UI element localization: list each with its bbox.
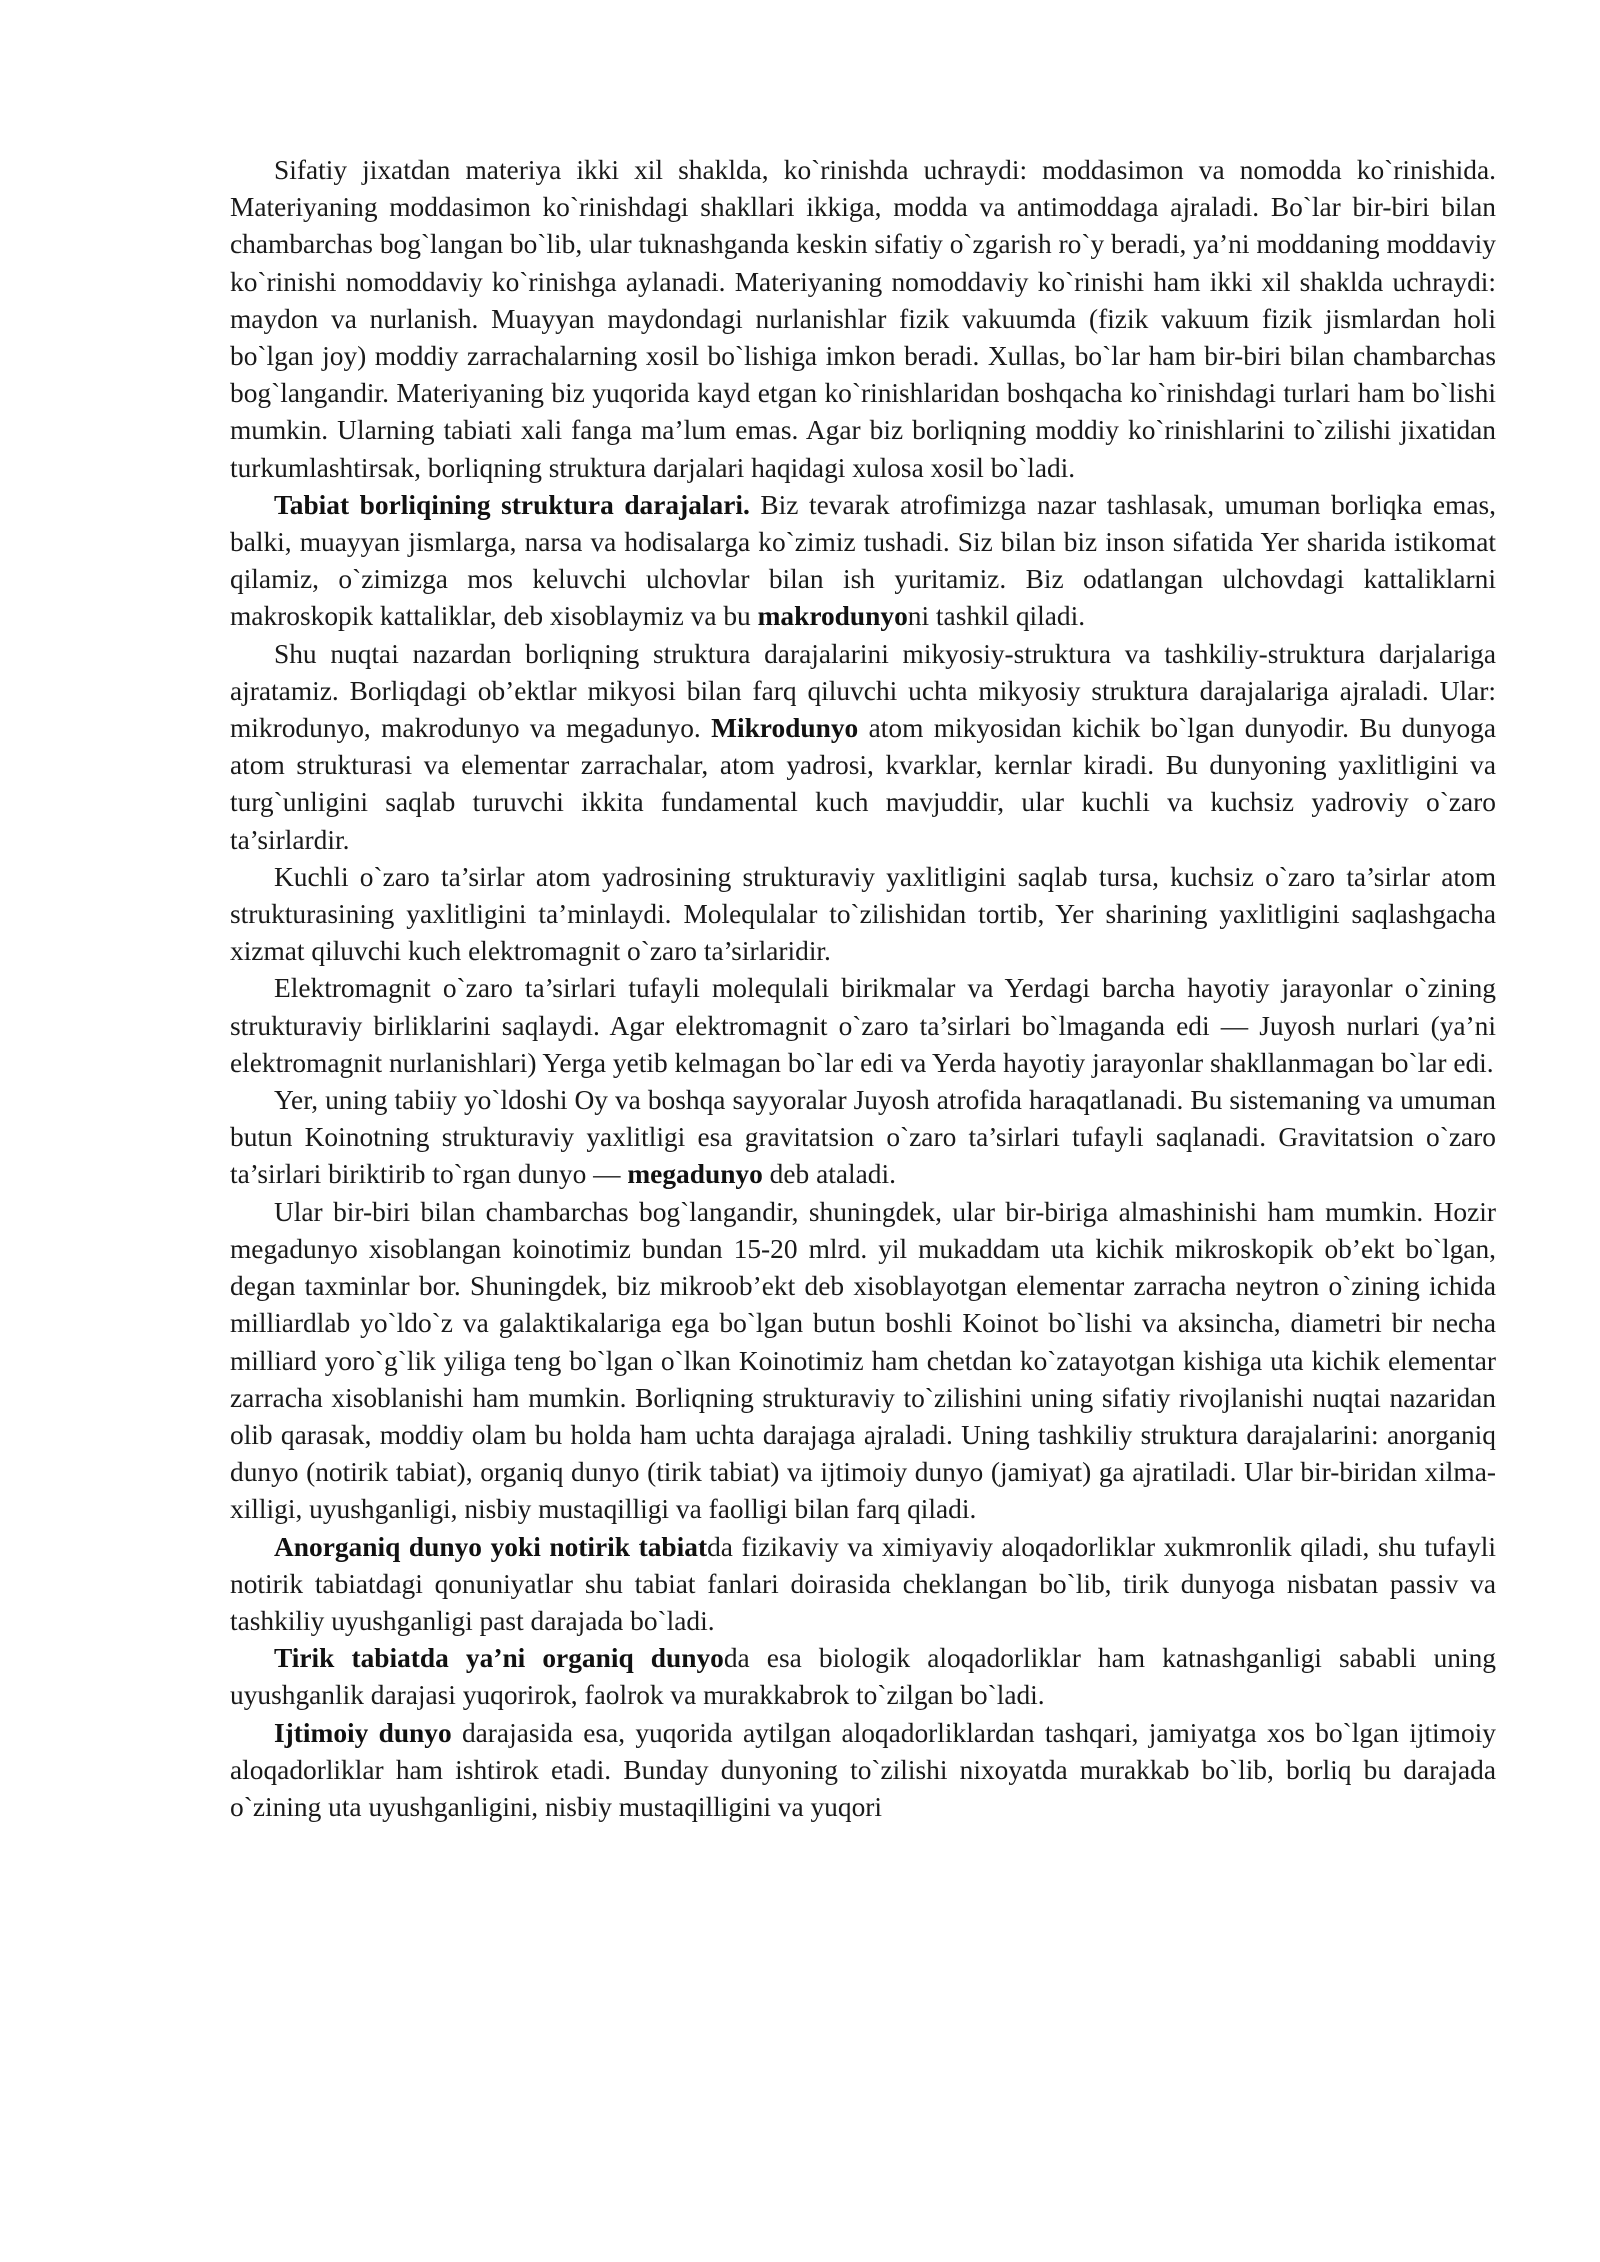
paragraph-kuchli-tasirlar — [230, 859, 1496, 971]
paragraph-text: Shu nuqtai nazardan borliqning struktura darajalarini mikyosiy-struktura va tashkiliy-struktura darjalariga ajratamiz. Borliqdagi ob’ektlar mikyosi bilan farq qiluvchi uchta mikyosiy struktura darajalariga ajraladi. Ular: mikrodunyo, makrodunyo va megadunyo. — [230, 638, 1496, 744]
paragraph-text: atom mikyosidan kichik bo`lgan dunyodir. Bu dunyoga atom strukturasi va elementar zarrachalar, atom yadrosi, kvarklar, kernlar kiradi. Bu dunyoning yaxlitligini va turg`unligini saqlab turuvchi ikkita fundamental kuch mavjuddir, ular kuchli va kuchsiz yadroviy o`zaro ta’sirlardir. — [230, 713, 1496, 855]
paragraph-text: Elektromagnit o`zaro ta’sirlari tufayli molequlali birikmalar va Yerdagi barcha hayotiy jarayonlar o`zining strukturaviy birliklarini saqlaydi. Agar elektromagnit o`zaro ta’sirlari bo`lmaganda edi — Juyosh nurlari (ya’ni elektromagnit nurlanishlari) Yerga yetib kelmagan bo`lar edi va Yerda hayotiy jarayonlar shakllanmagan bo`lar edi. — [230, 973, 1496, 1078]
paragraph-text: da esa biologik aloqadorliklar ham katnashganligi sababli uning uyushganlik darajasi yuqorirok, faolrok va murakkabrok to`zilgan bo`ladi. — [230, 1643, 1497, 1711]
term-organiq-dunyo: Tirik tabiatda ya’ni organiq dunyo — [274, 1643, 724, 1674]
paragraph-megadunyo — [230, 1082, 1496, 1194]
paragraph-text: Ular bir-biri bilan chambarchas bog`langandir, shuningdek, ular bir-biriga almashinishi ham mumkin. Hozir megadunyo xisoblangan koinotimiz bundan 15-20 mlrd. yil mukaddam uta kichik mikroskopik ob’ekt bo`lgan, degan taxminlar bor. Shuningdek, biz mikroob’ekt deb xisoblayotgan elementar zarracha neytron o`zining ichida milliardlab yo`ldo`z va galaktikalariga ega bo`lgan butun boshli Koinot bo`lishi va aksincha, diametri bir necha milliard yoro`g`lik yiliga teng bo`lgan o`lkan Koinotimiz ham chetdan ko`zatayotgan kishiga uta kichik elementar zarracha xisoblanishi ham mumkin. Borliqning strukturaviy to`zilishini uning sifatiy rivojlanishi nuqtai nazaridan olib qarasak, moddiy olam bu holda ham uchta darajaga ajraladi. Uning tashkiliy struktura darajalarini: anorganiq dunyo (notirik tabiat), organiq dunyo (tirik tabiat) va ijtimoiy dunyo (jamiyat) ga ajratiladi. Ular bir-biridan xilma-xilligi, uyushganligi, nisbiy mustaqilligi va faolligi bilan farq qiladi. — [230, 1196, 1496, 1525]
term-megadunyo: megadunyo — [627, 1159, 763, 1190]
paragraph-anorganiq — [230, 1529, 1496, 1641]
paragraph-struktura-darajalari — [230, 487, 1496, 636]
term-mikrodunyo: Mikrodunyo — [711, 713, 859, 744]
paragraph-text: Kuchli o`zaro ta’sirlar atom yadrosining strukturaviy yaxlitligini saqlab tursa, kuchsiz o`zaro ta’sirlar atom strukturasining yaxlitligini ta’minlaydi. Molequlalar to`zilishidan tortib, Yer sharining yaxlitligini saqlashgacha xizmat qiluvchi kuch elektromagnit o`zaro ta’sirlaridir. — [230, 861, 1496, 967]
section-heading-tabiat: Tabiat borliqining struktura darajalari. — [274, 489, 750, 520]
document-page — [230, 152, 1496, 1826]
paragraph-mikyosiy-struktura — [230, 636, 1496, 859]
paragraph-text: darajasida esa, yuqorida aytilgan aloqadorliklardan tashqari, jamiyatga xos bo`lgan ijtimoiy aloqadorliklar ham ishtirok etadi. Bunday dunyoning to`zilishi nixoyatda murakkab bo`lib, borliq bu darajada o`zining uta uyushganligini, nisbiy mustaqilligini va yuqori — [230, 1717, 1496, 1822]
paragraph-koinot — [230, 1194, 1496, 1529]
paragraph-text: Sifatiy jixatdan materiya ikki xil shaklda, ko`rinishda uchraydi: moddasimon va nomodda ko`rinishida. Materiyaning moddasimon ko`rinishdagi shakllari ikkiga, modda va antimoddaga ajraladi. Bo`lar bir-biri bilan chambarchas bog`langan bo`lib, ular tuknashganda keskin sifatiy o`zgarish ro`y beradi, ya’ni moddaning moddaviy ko`rinishi nomoddaviy ko`rinishga aylanadi. Materiyaning nomoddaviy ko`rinishi ham ikki xil shaklda uchraydi: maydon va nurlanish. Muayyan maydondagi nurlanishlar fizik vakuumda (fizik vakuum fizik jismlardan holi bo`lgan joy) moddiy zarrachalarning xosil bo`lishiga imkon beradi. Xullas, bo`lar ham bir-biri bilan chambarchas bog`langandir. Materiyaning biz yuqorida kayd etgan ko`rinishlaridan boshqacha ko`rinishdagi turlari ham bo`lishi mumkin. Ularning tabiati xali fanga ma’lum emas. Agar biz borliqning moddiy ko`rinishlarini to`zilishi jixatidan turkumlashtirsak, borliqning struktura darjalari haqidagi xulosa xosil bo`ladi. — [230, 155, 1496, 483]
paragraph-ijtimoiy — [230, 1715, 1496, 1827]
term-makrodunyo: makrodunyo — [757, 601, 908, 632]
paragraph-text: Biz tevarak atrofimizga nazar tashlasak, umuman borliqka emas, balki, muayyan jismlarga, narsa va hodisalarga ko`zimiz tushadi. Siz bilan biz inson sifatida Yer sharida istikomat qilamiz, o`zimizga mos keluvchi ulchovlar bilan ish yuritamiz. Biz odatlangan ulchovdagi kattaliklarni makroskopik kattaliklar, deb xisoblaymiz va bu — [230, 489, 1496, 632]
paragraph-text: da fizikaviy va ximiyaviy aloqadorliklar xukmronlik qiladi, shu tufayli notirik tabiatdagi qonuniyatlar shu tabiat fanlari doirasida cheklangan bo`lib, tirik dunyoga nisbatan passiv va tashkiliy uyushganligi past darajada bo`ladi. — [230, 1531, 1496, 1636]
paragraph-organiq — [230, 1640, 1496, 1714]
paragraph-text: ni tashkil qiladi. — [907, 601, 1086, 632]
term-ijtimoiy-dunyo: Ijtimoiy dunyo — [274, 1717, 452, 1748]
paragraph-text: Yer, uning tabiiy yo`ldoshi Oy va boshqa sayyoralar Juyosh atrofida haraqatlanadi. Bu sistemaning va umuman butun Koinotning strukturaviy yaxlitligi esa gravitatsion o`zaro ta’sirlari tufayli saqlanadi. Gravitatsion o`zaro ta’sirlari biriktirib to`rgan dunyo — — [230, 1085, 1496, 1190]
paragraph-text: deb ataladi. — [762, 1159, 896, 1190]
paragraph-materiya-shakllari — [230, 152, 1496, 487]
term-anorganiq-dunyo: Anorganiq dunyo yoki notirik tabiat — [274, 1531, 708, 1562]
paragraph-elektromagnit — [230, 970, 1496, 1082]
